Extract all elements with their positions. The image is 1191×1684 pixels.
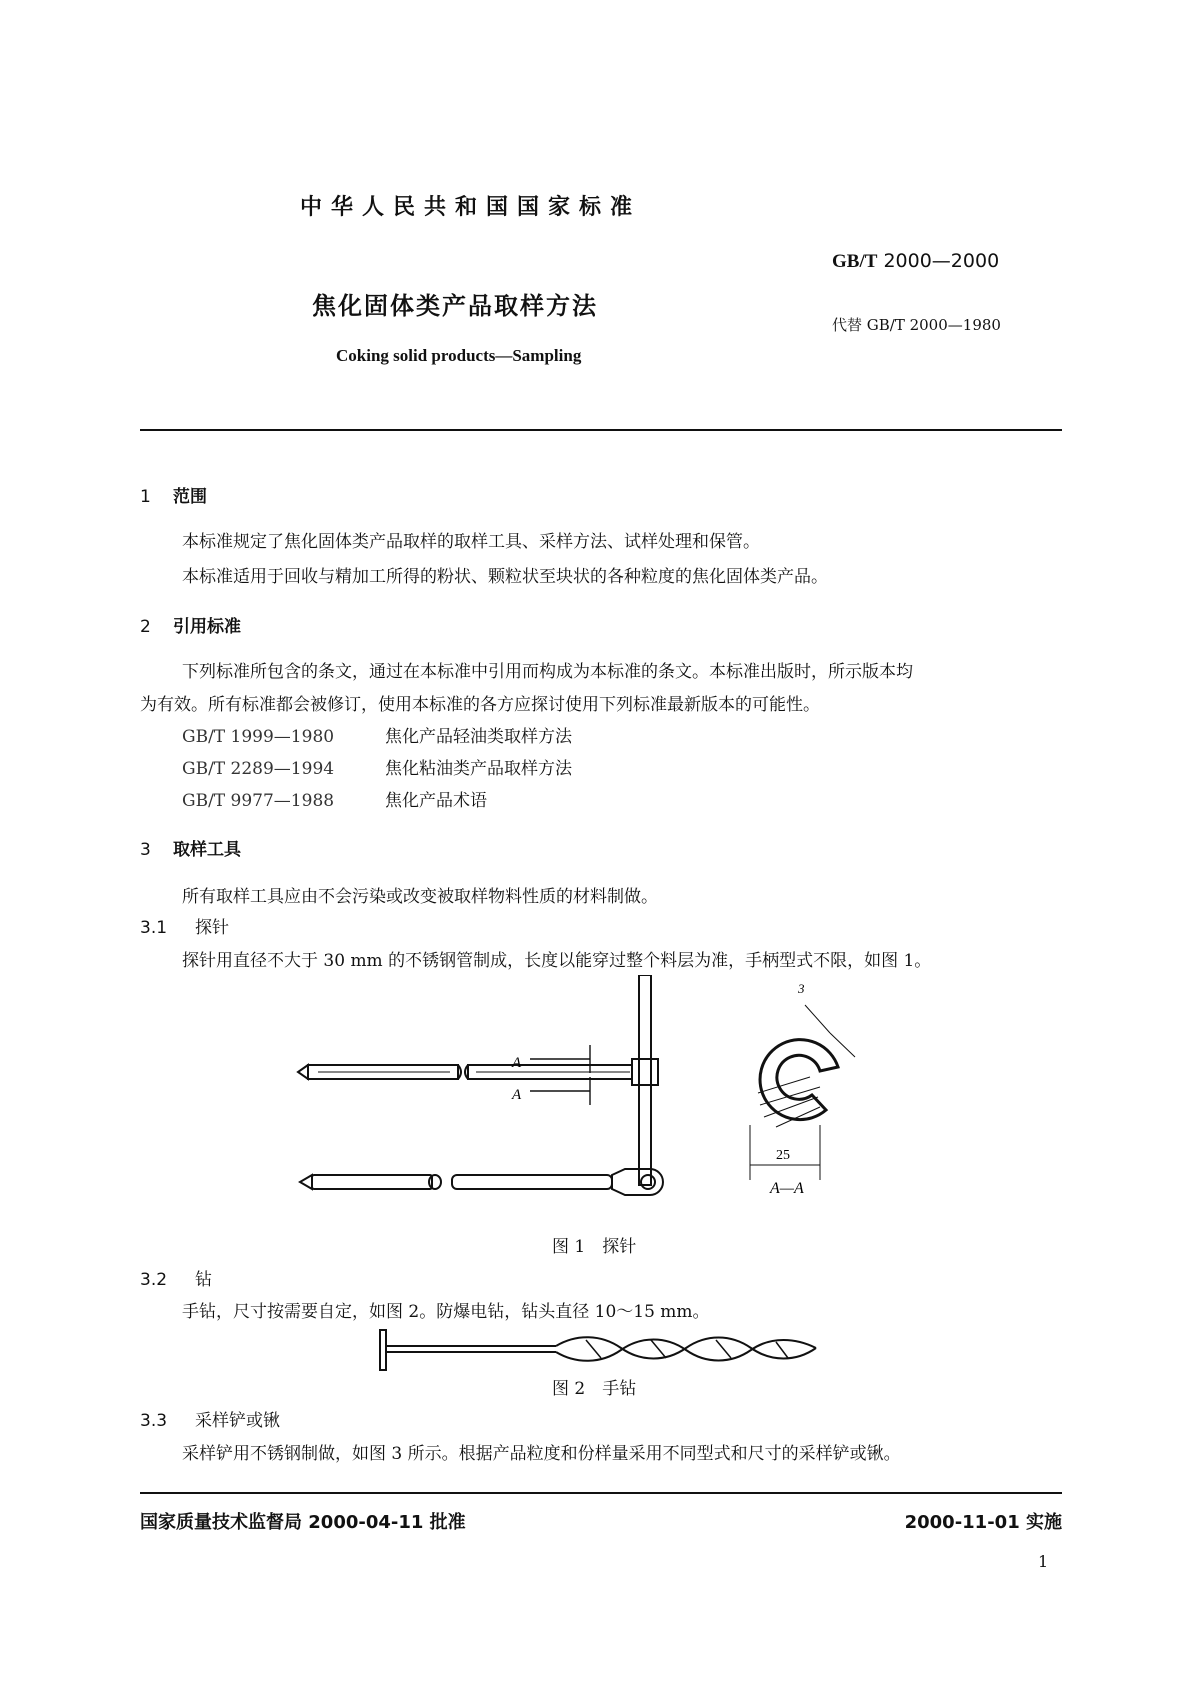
- subsection-3-2-heading: [140, 1265, 212, 1290]
- subsection-3-2-title: 钻: [195, 1270, 212, 1290]
- probe-t-bar: [639, 975, 651, 1185]
- dimension-diameter-label: 25: [776, 1148, 790, 1163]
- drill-handle: [380, 1330, 386, 1370]
- drill-auger: [556, 1337, 816, 1361]
- reference-code: GB/T 9977—1988: [182, 791, 335, 811]
- probe-tip-top: [298, 1065, 308, 1079]
- section-3-title: 取样工具: [173, 840, 241, 860]
- page-title: 焦化固体类产品取样方法: [312, 292, 598, 320]
- subsection-3-2-text: 手钻，尺寸按需要自定，如图 2。防爆电钻，钻头直径 10～15 mm。: [182, 1302, 710, 1322]
- dimension-thickness-label: 3: [798, 981, 805, 996]
- page-number: 1: [1038, 1552, 1049, 1571]
- subsection-3-1-number: 3.1: [140, 918, 168, 938]
- section-1-heading: [140, 482, 207, 507]
- english-title: Coking solid products—Sampling: [336, 346, 582, 365]
- subsection-3-3-title: 采样铲或锹: [195, 1411, 280, 1431]
- replaces-standard: 代替 GB/T 2000—1980: [832, 316, 1001, 334]
- approval-date: 国家质量技术监督局 2000-04-11 批准: [140, 1512, 466, 1533]
- reference-code: GB/T 2289—1994: [182, 759, 335, 779]
- reference-name: 焦化粘油类产品取样方法: [385, 759, 572, 779]
- section-1-title: 范围: [173, 487, 207, 507]
- reference-code: GB/T 1999—1980: [182, 727, 335, 747]
- section-3-heading: [140, 835, 241, 860]
- figure-1-probe-drawing: [290, 975, 930, 1215]
- standard-code-prefix: GB/T: [832, 251, 878, 272]
- section-2-paragraph-line-2: 为有效。所有标准都会被修订，使用本标准的各方应探讨使用下列标准最新版本的可能性。: [140, 695, 820, 715]
- standard-code: [832, 250, 999, 273]
- section-1-number: 1: [140, 487, 151, 507]
- standard-code-number: 2000—2000: [883, 250, 1000, 272]
- figure-1-caption: 图 1 探针: [552, 1237, 637, 1257]
- figure-2-hand-drill-drawing: [376, 1328, 826, 1376]
- section-2-title: 引用标准: [173, 617, 241, 637]
- reference-name: 焦化产品术语: [385, 791, 487, 811]
- section-3-paragraph: 所有取样工具应由不会污染或改变被取样物料性质的材料制做。: [182, 887, 658, 907]
- section-1-paragraph-1: 本标准规定了焦化固体类产品取样的取样工具、采样方法、试样处理和保管。: [182, 532, 760, 552]
- figure-2-caption: 图 2 手钻: [552, 1379, 637, 1399]
- section-label-bottom: A: [512, 1087, 522, 1103]
- reference-item: [182, 786, 487, 811]
- section-label-top: A: [512, 1055, 522, 1071]
- probe-tube-bottom-right: [452, 1175, 612, 1189]
- section-1-paragraph-2: 本标准适用于回收与精加工所得的粉状、颗粒状至块状的各种粒度的焦化固体类产品。: [182, 567, 828, 587]
- subsection-3-1-text: 探针用直径不大于 30 mm 的不锈钢管制成，长度以能穿过整个料层为准，手柄型式不限，如图 1。: [182, 951, 932, 971]
- reference-item: [182, 754, 572, 779]
- subsection-3-3-heading: [140, 1406, 280, 1431]
- subsection-3-1-title: 探针: [195, 918, 229, 938]
- probe-tube-bottom-left: [312, 1175, 432, 1189]
- national-standard-heading: 中华人民共和国国家标准: [300, 195, 642, 220]
- section-title-label: A—A: [770, 1180, 804, 1197]
- implementation-date: 2000-11-01 实施: [904, 1512, 1062, 1533]
- cross-section-ring: [760, 1040, 838, 1120]
- subsection-3-3-text: 采样铲用不锈钢制做，如图 3 所示。根据产品粒度和份样量采用不同型式和尺寸的采样铲或锹。: [182, 1444, 901, 1464]
- header-divider: [140, 429, 1062, 431]
- section-2-paragraph-line-1: 下列标准所包含的条文，通过在本标准中引用而构成为本标准的条文。本标准出版时，所示版本均: [182, 662, 913, 682]
- section-2-number: 2: [140, 617, 151, 637]
- subsection-3-3-number: 3.3: [140, 1411, 168, 1431]
- section-3-number: 3: [140, 840, 151, 860]
- reference-item: [182, 722, 572, 747]
- reference-name: 焦化产品轻油类取样方法: [385, 727, 572, 747]
- section-2-heading: [140, 612, 241, 637]
- probe-tip-bottom: [300, 1175, 312, 1189]
- subsection-3-2-number: 3.2: [140, 1270, 168, 1290]
- footer-divider: [140, 1492, 1062, 1494]
- subsection-3-1-heading: [140, 913, 229, 938]
- probe-handle-block: [632, 1059, 658, 1085]
